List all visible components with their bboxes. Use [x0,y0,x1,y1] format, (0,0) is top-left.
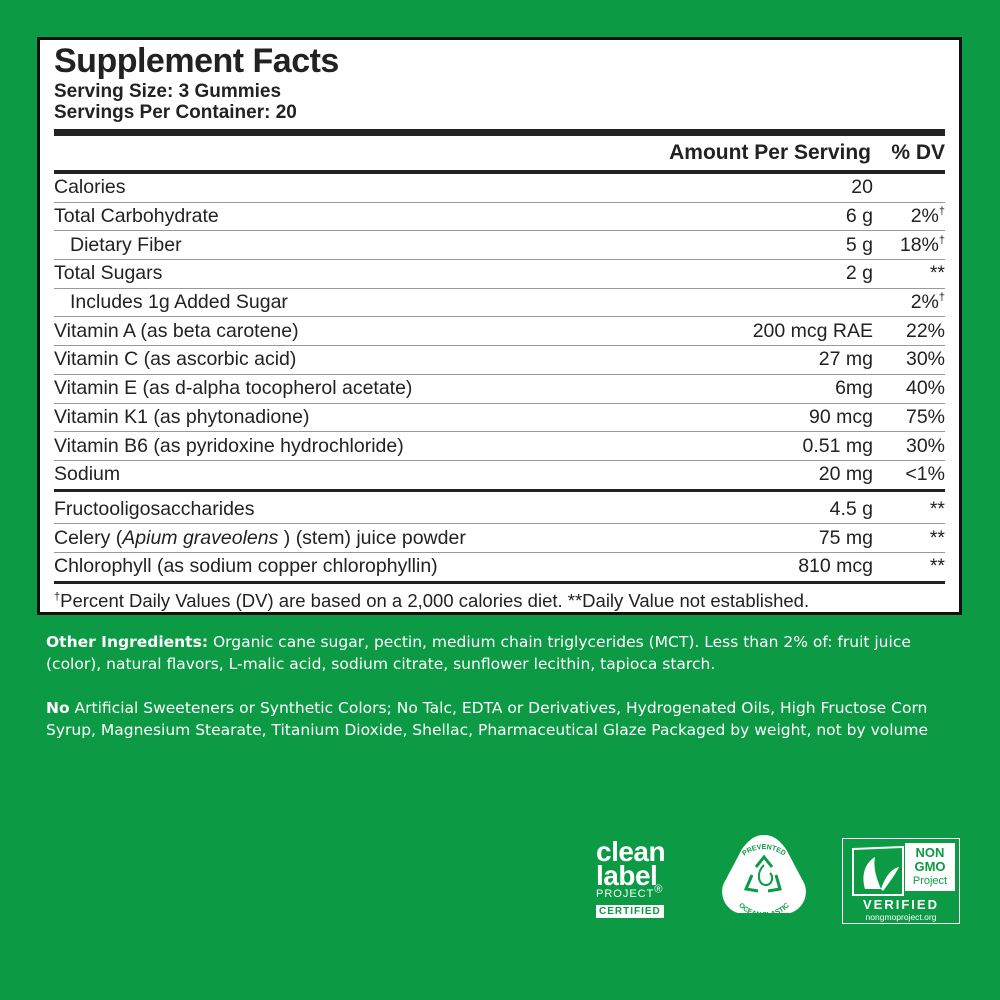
facts-row-amount: 2 g [845,262,873,285]
facts-row-name: Vitamin K1 (as phytonadione) [54,405,310,428]
facts-row-name: Vitamin B6 (as pyridoxine hydrochloride) [54,434,404,457]
other-ingredients-label: Other Ingredients: [46,633,209,651]
other-rows [54,496,945,584]
facts-row [54,432,945,461]
free-from [46,697,961,741]
facts-row-dv: 30% [905,348,945,371]
footnote [54,590,945,612]
other-ingredients [46,631,961,675]
facts-row-amount: 6mg [835,377,873,400]
facts-row-dv: 2%† [910,291,945,314]
clean-label-word2: label [596,860,658,891]
header-dv: % DV [891,141,945,164]
facts-title: Supplement Facts [54,42,339,80]
facts-row [54,553,945,584]
facts-row-dv: ** [929,526,945,549]
facts-header [54,136,945,174]
footnote-text: Percent Daily Values (DV) are based on a 2,000 calories diet. **Daily Value not established. [60,589,810,611]
facts-row-name: Calories [54,176,126,199]
clean-label-logo [596,836,686,919]
non-gmo-verified: VERIFIED [863,897,939,912]
facts-row-dv: 22% [905,319,945,342]
free-from-text: Artificial Sweeteners or Synthetic Colors; No Talc, EDTA or Derivatives, Hydrogenated Oils, High Fructose Corn Syrup, Magnesium Stearate, Titanium Dioxide, Shellac, Pharmaceutical Glaze Packaged by weight, not by volume [46,699,929,739]
facts-row [54,203,945,232]
free-from-label: No [46,699,70,717]
facts-row [54,496,945,525]
facts-row-amount: 20 [851,176,873,199]
facts-row-dv: 40% [905,377,945,400]
facts-row-name: Total Carbohydrate [54,205,219,228]
ocean-bottom-text: OCEAN PLASTIC [737,902,791,920]
facts-row-dv: <1% [905,463,945,486]
facts-row-name: Sodium [54,463,121,486]
leaf-icon [863,857,881,889]
facts-row-dv: ** [929,555,945,578]
facts-row-amount: 27 mg [818,348,873,371]
non-gmo-url: nongmoproject.org [865,912,937,922]
non-gmo-project: Project [912,875,948,887]
facts-row [54,375,945,404]
facts-row-name: Celery (Apium graveolens ) (stem) juice powder [54,526,466,549]
facts-row [54,231,945,260]
footnote-mark: † [54,590,61,603]
ocean-plastic-logo [714,829,814,929]
thick-divider [54,129,945,136]
facts-row-name: Includes 1g Added Sugar [70,291,288,314]
facts-row [54,404,945,433]
facts-row-name: Dietary Fiber [70,233,182,256]
facts-row-amount: 75 mg [818,526,873,549]
facts-row [54,346,945,375]
facts-row-amount: 810 mcg [798,555,873,578]
facts-row-amount: 20 mg [818,463,873,486]
ocean-top-text: PREVENTED [741,844,787,858]
facts-row-name: Fructooligosaccharides [54,497,255,520]
facts-row-amount: 6 g [845,205,873,228]
facts-row-name: Vitamin E (as d-alpha tocopherol acetate) [54,377,413,400]
facts-row-amount: 90 mcg [809,405,873,428]
non-gmo-gmo: GMO [914,859,946,874]
facts-row-name: Vitamin A (as beta carotene) [54,319,299,342]
non-gmo-badge-art [843,839,959,923]
facts-row [54,524,945,553]
clean-label-word1: clean [596,836,666,867]
facts-row [54,317,945,346]
header-amount: Amount Per Serving [669,141,871,164]
nutrient-rows [54,174,945,492]
facts-row [54,260,945,289]
facts-row-name: Total Sugars [54,262,163,285]
serving-size: Serving Size: 3 Gummies [54,81,282,102]
supplement-facts-panel [37,37,962,615]
servings-per-container: Servings Per Container: 20 [54,102,297,123]
non-gmo-non: NON [915,845,945,860]
facts-row [54,461,945,492]
facts-row-dv: 30% [905,434,945,457]
facts-row-name: Vitamin C (as ascorbic acid) [54,348,297,371]
facts-row [54,174,945,203]
facts-row-dv: 2%† [910,205,945,228]
facts-row-amount: 0.51 mg [802,434,873,457]
clean-label-certified: CERTIFIED [596,905,664,918]
facts-row-amount: 5 g [845,233,873,256]
facts-row [54,289,945,318]
facts-row-amount: 200 mcg RAE [752,319,873,342]
facts-row-dv: ** [929,497,945,520]
facts-row-dv: 75% [905,405,945,428]
facts-row-dv: 18%† [899,233,945,256]
non-gmo-logo [842,838,960,924]
other-ingredients-text: Organic cane sugar, pectin, medium chain triglycerides (MCT). Less than 2% of: fruit juice (color), natural flavors, L-malic acid, sodium citrate, sunflower lecithin, tapioca starch. [46,633,911,673]
facts-row-name: Chlorophyll (as sodium copper chlorophyllin) [54,555,438,578]
facts-row-amount: 4.5 g [829,497,873,520]
facts-row-dv: ** [929,262,945,285]
clean-label-project: PROJECT® [596,883,664,900]
